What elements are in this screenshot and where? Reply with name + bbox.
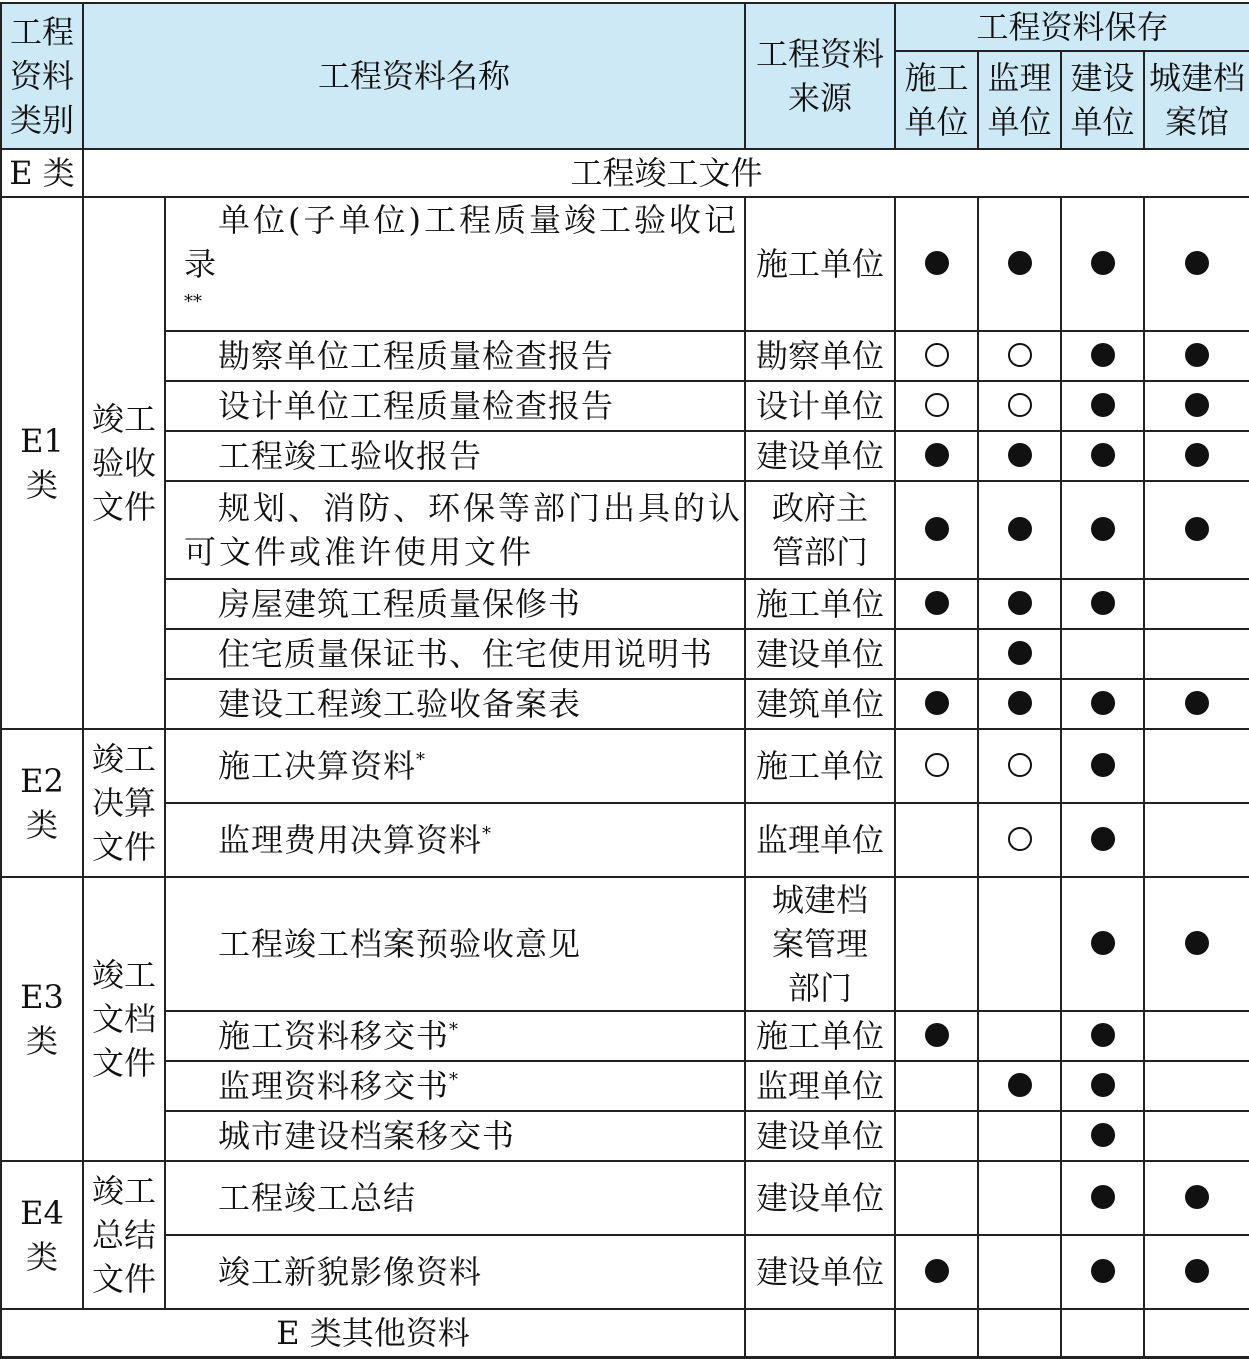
filled-circle-icon xyxy=(1091,517,1115,541)
item-name-text: 施工资料移交书 xyxy=(218,1017,450,1055)
storage-cell xyxy=(978,803,1061,877)
table-row xyxy=(1,679,1249,729)
filled-circle-icon xyxy=(925,691,949,715)
table-row xyxy=(1,579,1249,629)
storage-cell xyxy=(1061,481,1144,579)
item-name xyxy=(165,1235,745,1309)
item-name xyxy=(165,1161,745,1235)
storage-cell xyxy=(1144,1011,1249,1061)
storage-cell xyxy=(1144,481,1249,579)
item-name xyxy=(165,1111,745,1161)
item-footnote-mark: * xyxy=(449,1019,459,1041)
storage-cell xyxy=(895,481,978,579)
table-row xyxy=(1,331,1249,381)
item-source: 建设单位 xyxy=(745,1235,895,1309)
item-source: 施工单位 xyxy=(745,197,895,331)
filled-circle-icon xyxy=(1185,691,1209,715)
item-name xyxy=(165,481,745,579)
storage-cell xyxy=(1061,729,1144,803)
item-footnote-mark: * xyxy=(449,1069,459,1091)
storage-cell xyxy=(978,1011,1061,1061)
filled-circle-icon xyxy=(925,251,949,275)
storage-cell xyxy=(895,1111,978,1161)
storage-cell xyxy=(895,803,978,877)
storage-cell xyxy=(895,331,978,381)
open-circle-icon xyxy=(1008,827,1032,851)
filled-circle-icon xyxy=(1091,1073,1115,1097)
storage-cell xyxy=(895,629,978,679)
header-category: 工程资料类别 xyxy=(1,3,83,149)
group-name: 竣工验收文件 xyxy=(83,197,165,729)
item-source: 政府主管部门 xyxy=(745,481,895,579)
open-circle-icon xyxy=(925,343,949,367)
open-circle-icon xyxy=(925,393,949,417)
filled-circle-icon xyxy=(1091,753,1115,777)
storage-cell xyxy=(1061,1235,1144,1309)
table-row xyxy=(1,729,1249,803)
filled-circle-icon xyxy=(1008,443,1032,467)
storage-cell xyxy=(1061,629,1144,679)
filled-circle-icon xyxy=(1091,827,1115,851)
item-name xyxy=(165,197,745,331)
storage-cell xyxy=(1144,803,1249,877)
storage-cell xyxy=(895,1011,978,1061)
header-storage-owner: 建设单位 xyxy=(1061,51,1144,149)
item-name xyxy=(165,1061,745,1111)
filled-circle-icon xyxy=(925,517,949,541)
storage-cell xyxy=(1144,1235,1249,1309)
item-source: 建筑单位 xyxy=(745,679,895,729)
item-name xyxy=(165,331,745,381)
item-source: 施工单位 xyxy=(745,1011,895,1061)
filled-circle-icon xyxy=(925,1023,949,1047)
item-source: 建设单位 xyxy=(745,1161,895,1235)
item-name xyxy=(165,629,745,679)
storage-cell xyxy=(978,1111,1061,1161)
filled-circle-icon xyxy=(1008,591,1032,615)
filled-circle-icon xyxy=(1185,1259,1209,1283)
item-name-text: 房屋建筑工程质量保修书 xyxy=(218,585,582,623)
table-row xyxy=(1,803,1249,877)
item-name-text: 监理资料移交书 xyxy=(218,1067,450,1105)
storage-cell xyxy=(895,431,978,481)
storage-cell xyxy=(978,381,1061,431)
item-name-text: 城市建设档案移交书 xyxy=(218,1117,516,1155)
filled-circle-icon xyxy=(1091,1185,1115,1209)
filled-circle-icon xyxy=(1091,1123,1115,1147)
footer-empty-cell xyxy=(1061,1309,1144,1357)
filled-circle-icon xyxy=(1185,517,1209,541)
storage-cell xyxy=(1144,877,1249,1011)
item-name xyxy=(165,877,745,1011)
filled-circle-icon xyxy=(1091,343,1115,367)
table-row xyxy=(1,431,1249,481)
open-circle-icon xyxy=(925,753,949,777)
group-name: 竣工决算文件 xyxy=(83,729,165,877)
header-storage-supervision: 监理单位 xyxy=(978,51,1061,149)
table-row xyxy=(1,1061,1249,1111)
filled-circle-icon xyxy=(1091,1023,1115,1047)
storage-cell xyxy=(895,381,978,431)
storage-cell xyxy=(895,1235,978,1309)
storage-cell xyxy=(895,877,978,1011)
filled-circle-icon xyxy=(1185,251,1209,275)
filled-circle-icon xyxy=(1185,1185,1209,1209)
filled-circle-icon xyxy=(1091,1259,1115,1283)
storage-cell xyxy=(978,431,1061,481)
filled-circle-icon xyxy=(925,1259,949,1283)
section-row xyxy=(1,149,1249,197)
storage-cell xyxy=(978,629,1061,679)
storage-cell xyxy=(978,1161,1061,1235)
item-name-text: 勘察单位工程质量检查报告 xyxy=(218,337,615,375)
footer-empty-cell xyxy=(745,1309,895,1357)
item-name-text: 工程竣工验收报告 xyxy=(218,437,483,475)
section-code: E 类 xyxy=(1,149,83,197)
filled-circle-icon xyxy=(925,443,949,467)
storage-cell xyxy=(978,197,1061,331)
item-source: 施工单位 xyxy=(745,729,895,803)
storage-cell xyxy=(1061,579,1144,629)
footer-empty-cell xyxy=(978,1309,1061,1357)
storage-cell xyxy=(978,481,1061,579)
filled-circle-icon xyxy=(1091,443,1115,467)
item-name-text: 单位(子单位)工程质量竣工验收记录 xyxy=(184,201,739,283)
item-name-text: 规划、消防、环保等部门出具的认可文件或准许使用文件 xyxy=(184,489,744,571)
filled-circle-icon xyxy=(1091,591,1115,615)
filled-circle-icon xyxy=(1185,443,1209,467)
item-name-text: 工程竣工总结 xyxy=(218,1179,417,1217)
filled-circle-icon xyxy=(1091,251,1115,275)
item-source: 勘察单位 xyxy=(745,331,895,381)
filled-circle-icon xyxy=(1091,691,1115,715)
storage-cell xyxy=(895,1161,978,1235)
storage-cell xyxy=(1144,1161,1249,1235)
filled-circle-icon xyxy=(1185,343,1209,367)
header-storage: 工程资料保存 xyxy=(895,3,1249,51)
storage-cell xyxy=(1061,331,1144,381)
storage-cell xyxy=(1144,1061,1249,1111)
table-row xyxy=(1,381,1249,431)
storage-cell xyxy=(1061,1111,1144,1161)
storage-cell xyxy=(1061,877,1144,1011)
footer-label: E 类其他资料 xyxy=(1,1309,745,1357)
header-row-1 xyxy=(1,3,1249,51)
storage-cell xyxy=(895,197,978,331)
footer-empty-cell xyxy=(895,1309,978,1357)
group-code: E1 类 xyxy=(1,197,83,729)
header-name: 工程资料名称 xyxy=(83,3,745,149)
filled-circle-icon xyxy=(1008,517,1032,541)
storage-cell xyxy=(1144,579,1249,629)
item-source: 设计单位 xyxy=(745,381,895,431)
section-title: 工程竣工文件 xyxy=(83,149,1249,197)
storage-cell xyxy=(1144,197,1249,331)
table-row xyxy=(1,1235,1249,1309)
storage-cell xyxy=(1061,381,1144,431)
item-name-text: 工程竣工档案预验收意见 xyxy=(218,925,582,963)
item-name xyxy=(165,381,745,431)
item-name xyxy=(165,679,745,729)
group-name: 竣工文档文件 xyxy=(83,877,165,1161)
table-row xyxy=(1,481,1249,579)
storage-cell xyxy=(1061,197,1144,331)
header-source: 工程资料来源 xyxy=(745,3,895,149)
storage-cell xyxy=(1144,331,1249,381)
storage-cell xyxy=(978,877,1061,1011)
table-body xyxy=(1,149,1249,1357)
header-storage-archive: 城建档案馆 xyxy=(1144,51,1249,149)
storage-cell xyxy=(1061,431,1144,481)
item-source: 建设单位 xyxy=(745,629,895,679)
group-code: E3 类 xyxy=(1,877,83,1161)
item-footnote-mark: * xyxy=(482,823,492,845)
item-name-text: 监理费用决算资料 xyxy=(218,821,483,859)
filled-circle-icon xyxy=(1008,251,1032,275)
item-footnote-mark: ** xyxy=(184,291,202,313)
table-row xyxy=(1,1161,1249,1235)
storage-cell xyxy=(978,729,1061,803)
filled-circle-icon xyxy=(1008,1073,1032,1097)
storage-cell xyxy=(978,331,1061,381)
storage-cell xyxy=(1144,1111,1249,1161)
item-footnote-mark: * xyxy=(416,749,426,771)
storage-cell xyxy=(1144,381,1249,431)
storage-cell xyxy=(1061,1011,1144,1061)
storage-cell xyxy=(1061,803,1144,877)
item-name-text: 住宅质量保证书、住宅使用说明书 xyxy=(218,635,714,673)
table-row xyxy=(1,197,1249,331)
open-circle-icon xyxy=(1008,393,1032,417)
storage-cell xyxy=(1144,629,1249,679)
storage-cell xyxy=(895,1061,978,1111)
item-name xyxy=(165,431,745,481)
item-name-text: 竣工新貌影像资料 xyxy=(218,1253,483,1291)
open-circle-icon xyxy=(1008,753,1032,777)
storage-cell xyxy=(1061,679,1144,729)
storage-cell xyxy=(978,679,1061,729)
storage-cell xyxy=(895,579,978,629)
item-name xyxy=(165,579,745,629)
filled-circle-icon xyxy=(1185,931,1209,955)
storage-cell xyxy=(1144,729,1249,803)
filled-circle-icon xyxy=(925,591,949,615)
item-source: 施工单位 xyxy=(745,579,895,629)
footer-row xyxy=(1,1309,1249,1357)
item-name-text: 施工决算资料 xyxy=(218,747,417,785)
group-name: 竣工总结文件 xyxy=(83,1161,165,1309)
group-code: E4 类 xyxy=(1,1161,83,1309)
item-source: 建设单位 xyxy=(745,1111,895,1161)
filled-circle-icon xyxy=(1091,393,1115,417)
item-source: 监理单位 xyxy=(745,803,895,877)
table-row xyxy=(1,1011,1249,1061)
item-name-text: 设计单位工程质量检查报告 xyxy=(218,387,615,425)
item-name xyxy=(165,803,745,877)
storage-cell xyxy=(1061,1161,1144,1235)
footer-empty-cell xyxy=(1144,1309,1249,1357)
storage-cell xyxy=(895,679,978,729)
storage-cell xyxy=(978,1061,1061,1111)
filled-circle-icon xyxy=(1091,931,1115,955)
storage-cell xyxy=(978,1235,1061,1309)
table-row xyxy=(1,629,1249,679)
item-source: 建设单位 xyxy=(745,431,895,481)
storage-cell xyxy=(895,729,978,803)
storage-cell xyxy=(1061,1061,1144,1111)
filled-circle-icon xyxy=(1008,641,1032,665)
storage-cell xyxy=(978,579,1061,629)
table-row xyxy=(1,877,1249,1011)
item-source: 城建档案管理部门 xyxy=(745,877,895,1011)
item-name xyxy=(165,729,745,803)
header-storage-construction: 施工单位 xyxy=(895,51,978,149)
storage-cell xyxy=(1144,679,1249,729)
table-row xyxy=(1,1111,1249,1161)
item-source: 监理单位 xyxy=(745,1061,895,1111)
filled-circle-icon xyxy=(1185,393,1209,417)
item-name xyxy=(165,1011,745,1061)
filled-circle-icon xyxy=(1008,691,1032,715)
item-name-text: 建设工程竣工验收备案表 xyxy=(218,685,582,723)
open-circle-icon xyxy=(1008,343,1032,367)
storage-cell xyxy=(1144,431,1249,481)
group-code: E2 类 xyxy=(1,729,83,877)
archive-table xyxy=(0,2,1249,1359)
